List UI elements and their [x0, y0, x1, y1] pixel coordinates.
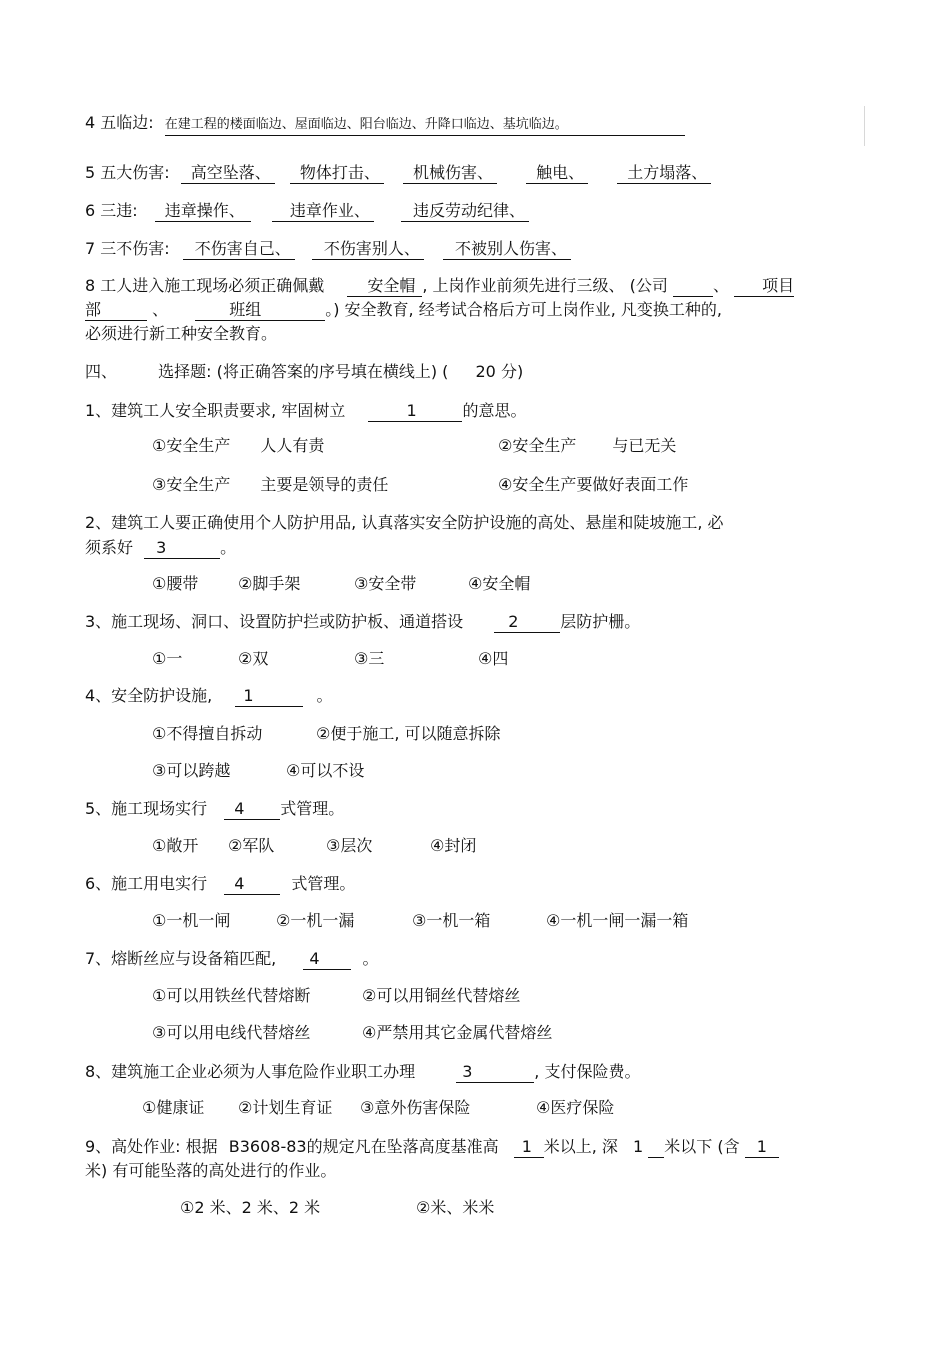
item-5-answer-1: 高空坠落、 — [181, 163, 275, 184]
item-8-line-2 — [85, 299, 722, 321]
option-6-1: ①一机一闸 — [152, 911, 231, 930]
question-1-answer: 1 — [368, 401, 462, 422]
question-9-text: 9、高处作业: 根据 — [85, 1137, 218, 1156]
question-5 — [85, 798, 344, 820]
question-5-suffix: 式管理。 — [280, 799, 345, 818]
option-3-2: ②双 — [238, 649, 269, 668]
question-3 — [85, 611, 640, 633]
question-2-answer: 3 — [144, 538, 220, 559]
option-1-1: ①安全生产 人人有责 — [152, 436, 325, 455]
item-7-label: 7 三不伤害: — [85, 239, 170, 258]
option-5-2: ②军队 — [228, 836, 275, 855]
option-8-4: ④医疗保险 — [536, 1098, 615, 1117]
option-6-4: ④一机一闸一漏一箱 — [546, 911, 689, 930]
option-7-2: ②可以用铜丝代替熔丝 — [362, 986, 521, 1005]
question-9-answer-2: 1 — [632, 1137, 644, 1156]
option-2-2: ②脚手架 — [238, 574, 301, 593]
question-9-line-2: 米) 有可能坠落的高处进行的作业。 — [85, 1161, 337, 1180]
question-9-text-4: 米以下 (含 — [664, 1137, 740, 1156]
option-7-3: ③可以用电线代替熔丝 — [152, 1023, 311, 1042]
item-7 — [85, 238, 571, 260]
item-5-answer-2: 物体打击、 — [290, 163, 384, 184]
question-5-text: 5、施工现场实行 — [85, 799, 208, 818]
item-5-label: 5 五大伤害: — [85, 163, 170, 182]
option-4-4: ④可以不设 — [286, 761, 365, 780]
item-8-answer-dept: 部 — [85, 300, 147, 321]
item-5-answer-4: 触电、 — [526, 163, 588, 184]
question-8 — [85, 1061, 640, 1083]
question-3-suffix: 层防护栅。 — [560, 612, 641, 631]
question-9-answer-1: 1 — [514, 1137, 544, 1158]
question-7-answer: 4 — [303, 949, 351, 970]
question-9 — [85, 1136, 779, 1158]
section-score: 20 分) — [475, 362, 524, 381]
question-2-text-2: 须系好 — [85, 538, 134, 557]
option-2-4: ④安全帽 — [468, 574, 531, 593]
option-8-3: ③意外伤害保险 — [360, 1098, 471, 1117]
item-8-text-5: 。) 安全教育, 经考试合格后方可上岗作业, 凡变换工种的, — [325, 300, 722, 319]
item-8-text-1: 8 工人进入施工现场必须正确佩戴 — [85, 276, 325, 295]
question-1-suffix: 的意思。 — [462, 401, 527, 420]
option-3-4: ④四 — [478, 649, 509, 668]
question-7-text: 7、熔断丝应与设备箱匹配, — [85, 949, 277, 968]
item-8-answer-team: 班组 — [195, 300, 325, 321]
item-7-answer-3: 不被别人伤害、 — [443, 239, 571, 260]
question-4-suffix: 。 — [316, 686, 333, 705]
section-heading — [85, 361, 523, 383]
item-8-text-6: 必须进行新工种安全教育。 — [85, 324, 278, 343]
item-6-label: 6 三违: — [85, 201, 138, 220]
option-6-2: ②一机一漏 — [276, 911, 355, 930]
question-4-text: 4、安全防护设施, — [85, 686, 213, 705]
option-6-3: ③一机一箱 — [412, 911, 491, 930]
option-4-2: ②便于施工, 可以随意拆除 — [316, 724, 501, 743]
item-7-answer-1: 不伤害自己、 — [183, 239, 295, 260]
option-3-3: ③三 — [354, 649, 385, 668]
option-7-4: ④严禁用其它金属代替熔丝 — [362, 1023, 553, 1042]
option-8-2: ②计划生育证 — [238, 1098, 333, 1117]
question-7 — [85, 948, 378, 970]
question-9-text-2: 的规定凡在坠落高度基准高 — [306, 1137, 499, 1156]
option-4-1: ①不得擅自拆动 — [152, 724, 263, 743]
question-6 — [85, 873, 355, 895]
question-3-text: 3、施工现场、洞口、设置防护拦或防护板、通道搭设 — [85, 612, 464, 631]
option-3-1: ①一 — [152, 649, 183, 668]
option-7-1: ①可以用铁丝代替熔断 — [152, 986, 311, 1005]
item-4-answer: 在建工程的楼面临边、屋面临边、阳台临边、升降口临边、基坑临边。 — [165, 115, 685, 136]
question-6-suffix: 式管理。 — [291, 874, 356, 893]
item-4-label: 4 五临边: — [85, 113, 154, 132]
item-8-text-4: 、 — [152, 300, 169, 319]
item-5-answer-3: 机械伤害、 — [403, 163, 497, 184]
item-8-line-1 — [85, 275, 794, 297]
item-6-answer-2: 违章作业、 — [272, 201, 374, 222]
option-1-2: ②安全生产 与已无关 — [498, 436, 677, 455]
item-8-answer-helmet: 安全帽 — [347, 276, 422, 297]
item-5-answer-5: 土方塌落、 — [617, 163, 711, 184]
option-5-3: ③层次 — [326, 836, 373, 855]
item-5 — [85, 162, 711, 184]
option-4-3: ③可以跨越 — [152, 761, 231, 780]
item-6-answer-3: 违反劳动纪律、 — [401, 201, 529, 222]
question-1-text: 1、建筑工人安全职责要求, 牢固树立 — [85, 401, 346, 420]
question-8-text: 8、建筑施工企业必须为人事危险作业职工办理 — [85, 1062, 416, 1081]
question-5-answer: 4 — [224, 799, 280, 820]
question-1 — [85, 400, 526, 422]
question-3-answer: 2 — [494, 612, 560, 633]
option-9-1: ①2 米、2 米、2 米 — [180, 1198, 321, 1217]
section-number: 四、 — [85, 362, 118, 381]
section-title: 选择题: (将正确答案的序号填在横线上) ( — [158, 362, 449, 381]
question-6-answer: 4 — [224, 874, 280, 895]
margin-rule — [864, 106, 865, 146]
item-8-text-2: , 上岗作业前须先进行三级、 (公司 — [422, 276, 668, 295]
question-8-suffix: , 支付保险费。 — [534, 1062, 641, 1081]
item-7-answer-2: 不伤害别人、 — [312, 239, 424, 260]
option-5-4: ④封闭 — [430, 836, 477, 855]
question-2-line-2 — [85, 537, 236, 559]
option-1-3: ③安全生产 主要是领导的责任 — [152, 475, 389, 494]
option-1-4: ④安全生产要做好表面工作 — [498, 475, 689, 494]
question-9-code: B3608-83 — [228, 1137, 307, 1156]
question-9-text-3: 米以上, 深 — [543, 1137, 618, 1156]
option-2-1: ①腰带 — [152, 574, 199, 593]
question-9-blank-2 — [648, 1137, 664, 1158]
question-7-suffix: 。 — [362, 949, 379, 968]
question-6-text: 6、施工用电实行 — [85, 874, 208, 893]
option-2-3: ③安全带 — [354, 574, 417, 593]
question-2-suffix: 。 — [220, 538, 237, 557]
option-5-1: ①敞开 — [152, 836, 199, 855]
item-8-blank-company — [673, 276, 713, 297]
item-8-text-3: 、 — [712, 276, 729, 295]
item-6-answer-1: 违章操作、 — [155, 201, 251, 222]
option-8-1: ①健康证 — [142, 1098, 205, 1117]
question-4 — [85, 685, 332, 707]
item-6 — [85, 200, 529, 222]
item-8-answer-project: 项目 — [734, 276, 794, 297]
item-4 — [85, 112, 685, 136]
item-8-line-3 — [85, 323, 277, 345]
question-4-answer: 1 — [235, 686, 303, 707]
question-8-answer: 3 — [456, 1062, 534, 1083]
question-9-answer-3: 1 — [745, 1137, 779, 1158]
option-9-2: ②米、米米 — [416, 1198, 495, 1217]
question-2: 2、建筑工人要正确使用个人防护用品, 认真落实安全防护设施的高处、悬崖和陡坡施工, 必 — [85, 513, 724, 532]
